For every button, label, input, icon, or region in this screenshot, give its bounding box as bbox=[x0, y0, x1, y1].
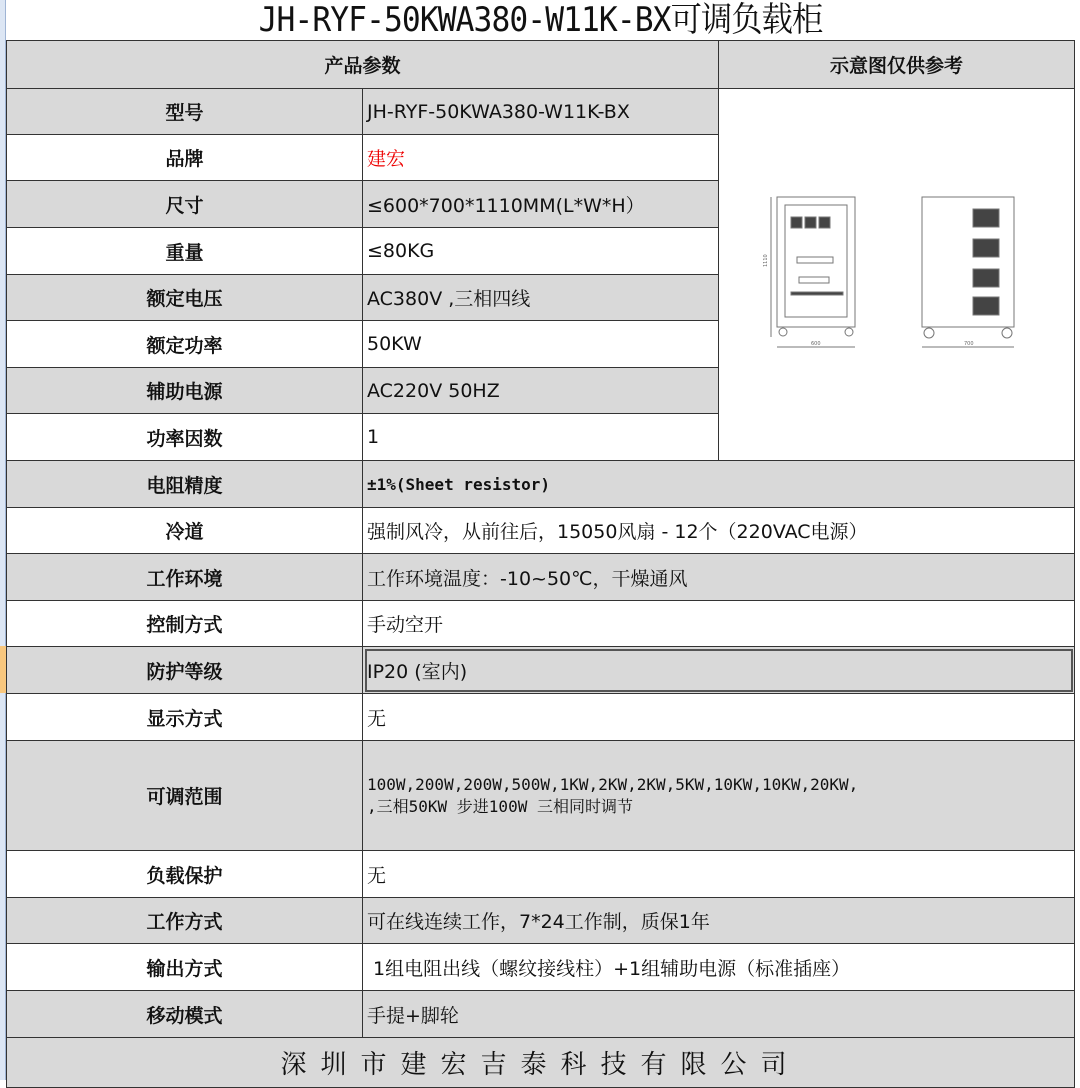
row-value[interactable]: AC220V 50HZ bbox=[363, 368, 719, 414]
row-value[interactable]: 无 bbox=[363, 694, 1075, 741]
row-label[interactable]: 重量 bbox=[7, 228, 363, 275]
row-value[interactable]: 手提+脚轮 bbox=[363, 991, 1075, 1038]
row-value[interactable]: AC380V ,三相四线 bbox=[363, 275, 719, 321]
row-label[interactable]: 显示方式 bbox=[7, 694, 363, 741]
range-line-1: 100W,200W,200W,500W,1KW,2KW,2KW,5KW,10KW,10KW,20KW, bbox=[367, 774, 859, 794]
row-label[interactable]: 品牌 bbox=[7, 135, 363, 181]
cabinet-diagram bbox=[747, 177, 1047, 367]
side-width-dim-label: 700 bbox=[963, 341, 974, 347]
side-view-drawing bbox=[922, 197, 1014, 347]
row-value[interactable]: JH-RYF-50KWA380-W11K-BX bbox=[363, 89, 719, 135]
row-value[interactable]: ≤600*700*1110MM(L*W*H） bbox=[363, 181, 719, 228]
selected-cell-value[interactable]: IP20 (室内) bbox=[363, 647, 1075, 694]
row-label[interactable]: 额定电压 bbox=[7, 275, 363, 321]
params-header: 产品参数 bbox=[7, 41, 719, 89]
row-label[interactable]: 型号 bbox=[7, 89, 363, 135]
company-footer: 深圳市建宏吉泰科技有限公司 bbox=[7, 1038, 1075, 1088]
row-label[interactable]: 辅助电源 bbox=[7, 368, 363, 414]
row-value[interactable]: 1 bbox=[363, 414, 719, 461]
height-dim-label: 1110 bbox=[762, 254, 769, 267]
row-label[interactable]: 工作方式 bbox=[7, 898, 363, 944]
front-width-dim-label: 600 bbox=[810, 341, 821, 347]
row-label[interactable]: 可调范围 bbox=[7, 741, 363, 851]
row-value[interactable]: 强制风冷，从前往后，15050风扇 - 12个（220VAC电源） bbox=[363, 508, 1075, 554]
row-value[interactable]: ≤80KG bbox=[363, 228, 719, 275]
diagram-cell bbox=[719, 89, 1075, 461]
front-view-drawing bbox=[771, 197, 855, 347]
row-value[interactable] bbox=[363, 741, 1075, 851]
range-line-2: ,三相50KW 步进100W 三相同时调节 bbox=[367, 796, 633, 816]
row-value[interactable]: 50KW bbox=[363, 321, 719, 368]
page-title: JH-RYF-50KWA380-W11K-BX可调负载柜 bbox=[258, 0, 823, 40]
row-label[interactable]: 防护等级 bbox=[7, 647, 363, 694]
row-label[interactable]: 尺寸 bbox=[7, 181, 363, 228]
row-label[interactable]: 电阻精度 bbox=[7, 461, 363, 508]
row-value[interactable]: 无 bbox=[363, 851, 1075, 898]
spec-table bbox=[6, 40, 1075, 1088]
row-label[interactable]: 额定功率 bbox=[7, 321, 363, 368]
row-label[interactable]: 控制方式 bbox=[7, 601, 363, 647]
row-value[interactable]: ±1%(Sheet resistor) bbox=[363, 461, 1075, 508]
row-value[interactable]: 可在线连续工作，7*24工作制，质保1年 bbox=[363, 898, 1075, 944]
row-value[interactable]: 1组电阻出线（螺纹接线柱）+1组辅助电源（标准插座） bbox=[363, 944, 1075, 991]
row-label[interactable]: 负载保护 bbox=[7, 851, 363, 898]
row-value[interactable]: 工作环境温度：-10~50℃，干燥通风 bbox=[363, 554, 1075, 601]
row-label[interactable]: 输出方式 bbox=[7, 944, 363, 991]
diagram-header: 示意图仅供参考 bbox=[719, 41, 1075, 89]
row-value[interactable]: 建宏 bbox=[363, 135, 719, 181]
row-label[interactable]: 工作环境 bbox=[7, 554, 363, 601]
row-value[interactable]: 手动空开 bbox=[363, 601, 1075, 647]
row-label[interactable]: 冷道 bbox=[7, 508, 363, 554]
row-label[interactable]: 功率因数 bbox=[7, 414, 363, 461]
row-label[interactable]: 移动模式 bbox=[7, 991, 363, 1038]
